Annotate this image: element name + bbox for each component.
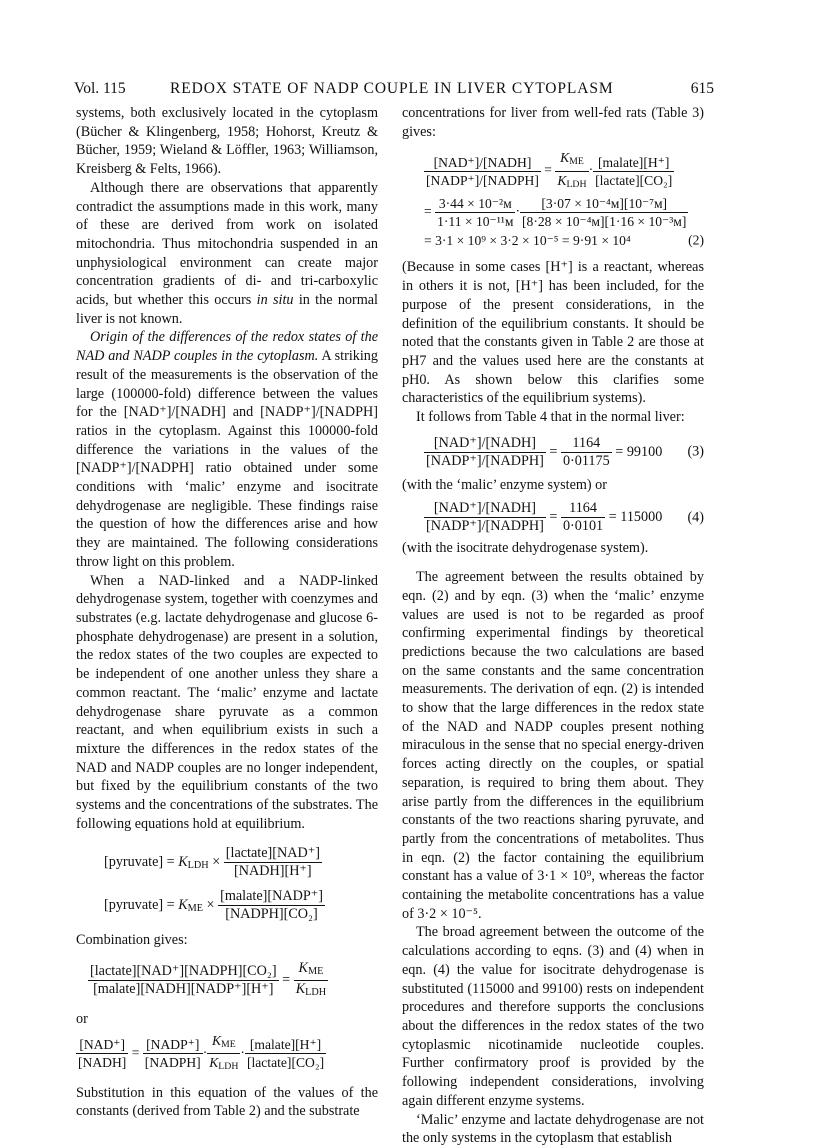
paragraph: When a NAD-linked and a NADP-linked dehydrogenase system, together with coenzymes and substrates (e.g. lactate dehydrogenase and glucose 6-phosphate dehydrogenase) are present in a solution, the redox states of the two couples are expected to be independent of one another unless they share a common reactant. The ‘malic’ enzyme and lactate dehydrogenase share pyruvate as a common reactant, and when equilibrium exists in such a mixture the differences in the redox states of the NAD and NADP couples are no longer independent, but fixed by the equilibrium constants of the two systems and the concentrations of the substrates. The following equations hold at equilibrium. xyxy=(76,572,378,832)
paragraph: Combination gives: xyxy=(76,932,188,949)
paragraph: It follows from Table 4 that in the normal liver: xyxy=(416,409,685,426)
running-title: REDOX STATE OF NADP COUPLE IN LIVER CYTOPLASM xyxy=(170,80,614,97)
equation-4: $\frac{\text{[NAD⁺]/[NADH]}}{\text{[NADP⁺]/[NADPH]}}$ = $\frac{1164}{0\cdot 0101}$ = 115000 (4) xyxy=(426,500,704,535)
equation-2: $\frac{\text{[NAD⁺]/[NADH]}}{\text{[NADP⁺]/[NADPH]}}$ = $\frac{K_{ME}}{K_{LDH}}$ · $\frac{\text{[malate][H⁺]}}{\text{[lactate][CO₂]}}$ = $\frac{\text{3·44 × 10⁻²ᴍ}}{\text{1·11 × 10⁻¹¹ᴍ}}$ · $\frac{\text{[3·07 × 10⁻⁴ᴍ][10⁻⁷ᴍ]}}{\text{[8·28 × 10⁻⁴ᴍ][1·16 × 10⁻³ᴍ]}}$ = 3·1 × 10⁹ × 3·2 × 10⁻⁵ = 9·91 × 10⁴ (2) xyxy=(424,149,704,250)
equation-number: (4) xyxy=(687,509,704,526)
paragraph: Although there are observations that apparently contradict the assumptions made in this work, many of these are derived from work on isolated mitochondria. Thus mitochondria suspended in an unphysiological environment can create major concentration gradients of di- and tri-carboxylic acids, but whether this occurs in situ in the normal liver is not known. xyxy=(76,179,379,327)
page-number: 615 xyxy=(690,80,714,97)
equation-pyruvate-me: [pyruvate] = $K_{ME}$ × $\frac{\text{[malate][NADP⁺]}}{\text{[NADPH][CO₂]}}$ xyxy=(104,888,323,923)
paragraph: systems, both exclusively located in the cytoplasm (Bücher & Klingenberg, 1958; Hohorst, Kreutz & Bücher, 1959; Wieland & Löffler, 1963; Williamson, Kreisberg & Felts, 1966). xyxy=(76,105,378,178)
right-column xyxy=(402,104,704,1148)
paragraph: (Because in some cases [H⁺] is a reactant, whereas in others it is not, [H⁺] has been included, for the purpose of the present considerations, in the definition of the equilibrium constants. It should be noted that the constants given in Table 2 are those at pH7 and the values used here are the constants at pH0. As shown below this clarifies some characteristics of the equilibrium systems). xyxy=(402,259,704,407)
equation-number: (3) xyxy=(687,443,704,460)
paragraph: ‘Malic’ enzyme and lactate dehydrogenase are not the only systems in the cytoplasm that establish xyxy=(402,1111,704,1147)
paragraph: (with the ‘malic’ enzyme system) or xyxy=(402,476,607,493)
paragraph: The agreement between the results obtained by eqn. (2) and by eqn. (3) when the ‘malic’ enzyme values are used is not to be regarded as proof confirming experimental findings by theoretical predictions because the two calculations are based on the same constants and the same concentration measurements. The derivation of eqn. (2) is intended to show that the large differences in the redox state of the NAD and NADP couples present nothing miraculous in the sense that no special energy-driven forces acting directly on the couples, or spatial separation, is required to bring them about. They arise partly from the differences in the equilibrium constants of the two reactions sharing pyruvate, and partly from the concentrations of metabolites. Thus in eqn. (2) the factor containing the equilibrium constant has a value of 3·1 × 10⁹, whereas the factor containing the metabolite concentrations has a value of 3·2 × 10⁻⁵. xyxy=(402,569,704,922)
paragraph: (with the isocitrate dehydrogenase system). xyxy=(402,540,649,557)
paragraph: The broad agreement between the outcome of the calculations according to eqns. (3) and (4) when in eqn. (4) the value for isocitrate dehydrogenase is substituted (115000 and 99100) rests on independent procedures and therefore supports the conclusions about the differences in the redox states of the two cytoplasmic nicotinamide nucleotide couples. Further confirmatory proof is provided by the following independent considerations, involving again different enzyme systems. xyxy=(402,924,704,1109)
paragraph: or xyxy=(76,1010,88,1027)
section-heading: Origin of the differences of the redox states of the NAD and NADP couples in the cytoplasm. xyxy=(76,329,378,365)
volume-label: Vol. 115 xyxy=(74,80,126,97)
running-header xyxy=(74,80,714,102)
paragraph: concentrations for liver from well-fed rats (Table 3) gives: xyxy=(402,105,704,140)
equation-number: (2) xyxy=(688,232,704,248)
equation-3: $\frac{\text{[NAD⁺]/[NADH]}}{\text{[NADP⁺]/[NADPH]}}$ = $\frac{1164}{0\cdot 01175}$ = 99100 (3) xyxy=(426,434,704,469)
equation-pyruvate-ldh: [pyruvate] = $K_{LDH}$ × $\frac{\text{[lactate][NAD⁺]}}{\text{[NADH][H⁺]}}$ xyxy=(104,845,320,880)
paragraph: Substitution in this equation of the values of the constants (derived from Table 2) and the substrate xyxy=(76,1084,378,1120)
paragraph: Origin of the differences of the redox states of the NAD and NADP couples in the cytoplasm. A striking result of the measurements is the observation of the large (100000-fold) difference between the values for the [NAD⁺]/[NADH] and [NADP⁺]/[NADPH] ratios in the cytoplasm. Against this 100000-fold difference the variations in the values of the [NADP⁺]/[NADPH] ratio obtained under some conditions with ‘malic’ enzyme and isocitrate dehydrogenase are negligible. These findings raise the question of how the differences arise and how they are maintained. The following considerations throw light on this problem. xyxy=(76,329,378,570)
equation-combination: $\frac{\text{[lactate][NAD⁺][NADPH][CO₂]}}{\text{[malate][NADH][NADP⁺][H⁺]}}$ = $\frac{K_{ME}}{K_{LDH}}$ xyxy=(90,960,327,999)
equation-ratio: $\frac{\text{[NAD⁺]}}{\text{[NADH]}}$ = $\frac{\text{[NADP⁺]}}{\text{[NADPH]}}$ · $\frac{K_{ME}}{K_{LDH}}$ · $\frac{\text{[malate][H⁺]}}{\text{[lactate][CO₂]}}$ xyxy=(78,1033,325,1073)
left-column xyxy=(76,104,378,1121)
